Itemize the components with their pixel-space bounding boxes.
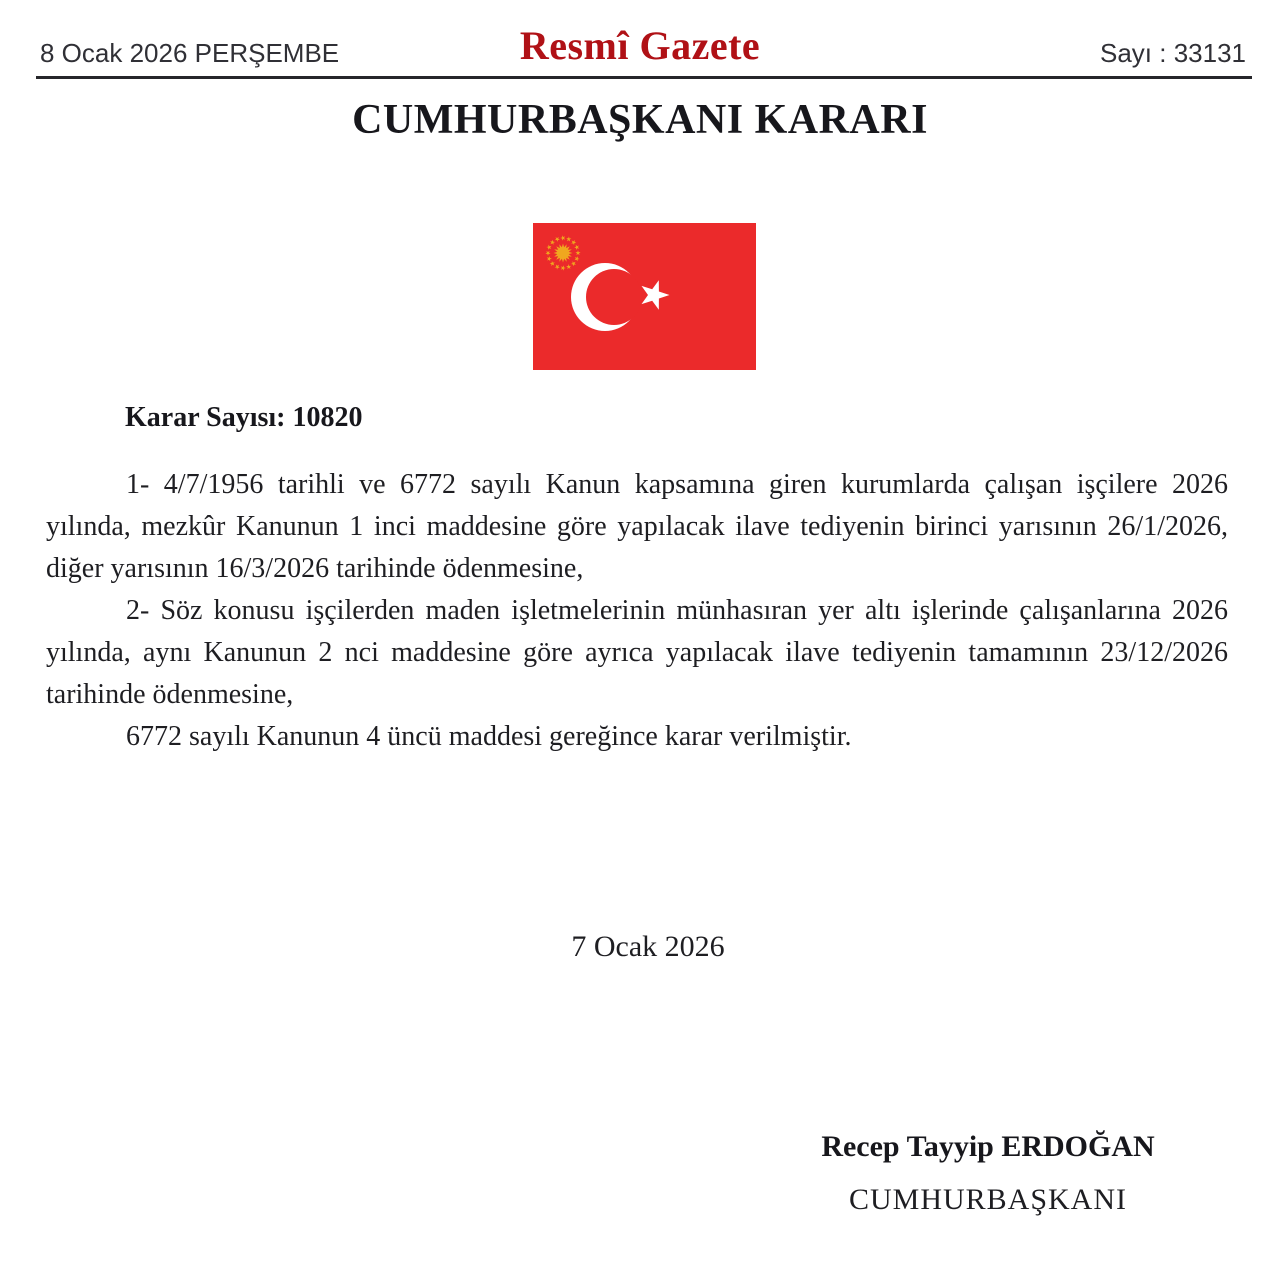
turkish-flag-icon (533, 223, 756, 370)
decree-paragraph-2: 2- Söz konusu işçilerden maden işletmelerinin münhasıran yer altı işlerinde çalışanlarına 2026 yılında, aynı Kanunun 2 nci maddesine göre ayrıca yapılacak ilave tediyenin tamamının 23/12/2026 tarihinde ödenmesine, (46, 595, 1228, 710)
crescent-inner (586, 269, 642, 325)
gazette-masthead: Resmî Gazete (519, 23, 761, 68)
decree-title: CUMHURBAŞKANI KARARI (352, 97, 928, 143)
gazette-date: 8 Ocak 2026 PERŞEMBE (40, 38, 340, 68)
decree-paragraph-1: 1- 4/7/1956 tarihli ve 6772 sayılı Kanun kapsamına giren kurumlarda çalışan işçilere 2026 yılında, mezkûr Kanunun 1 inci maddesine göre yapılacak ilave tediyenin birinci yarısının 26/1/2026, diğer yarısının 16/3/2026 tarihinde ödenmesine, (46, 469, 1228, 584)
decree-paragraph-3: 6772 sayılı Kanunun 4 üncü maddesi gereğince karar verilmiştir. (126, 721, 852, 752)
decision-number: Karar Sayısı: 10820 (125, 402, 363, 433)
signature-block (765, 1130, 1211, 1217)
turkish-flag-image (533, 223, 756, 370)
decision-date: 7 Ocak 2026 (571, 930, 725, 963)
decree-body (46, 464, 1228, 758)
gazette-issue-number: Sayı : 33131 (1100, 38, 1246, 68)
signatory-name: Recep Tayyip ERDOĞAN (821, 1130, 1155, 1163)
signatory-title: CUMHURBAŞKANI (848, 1183, 1128, 1216)
header-divider (36, 76, 1252, 79)
